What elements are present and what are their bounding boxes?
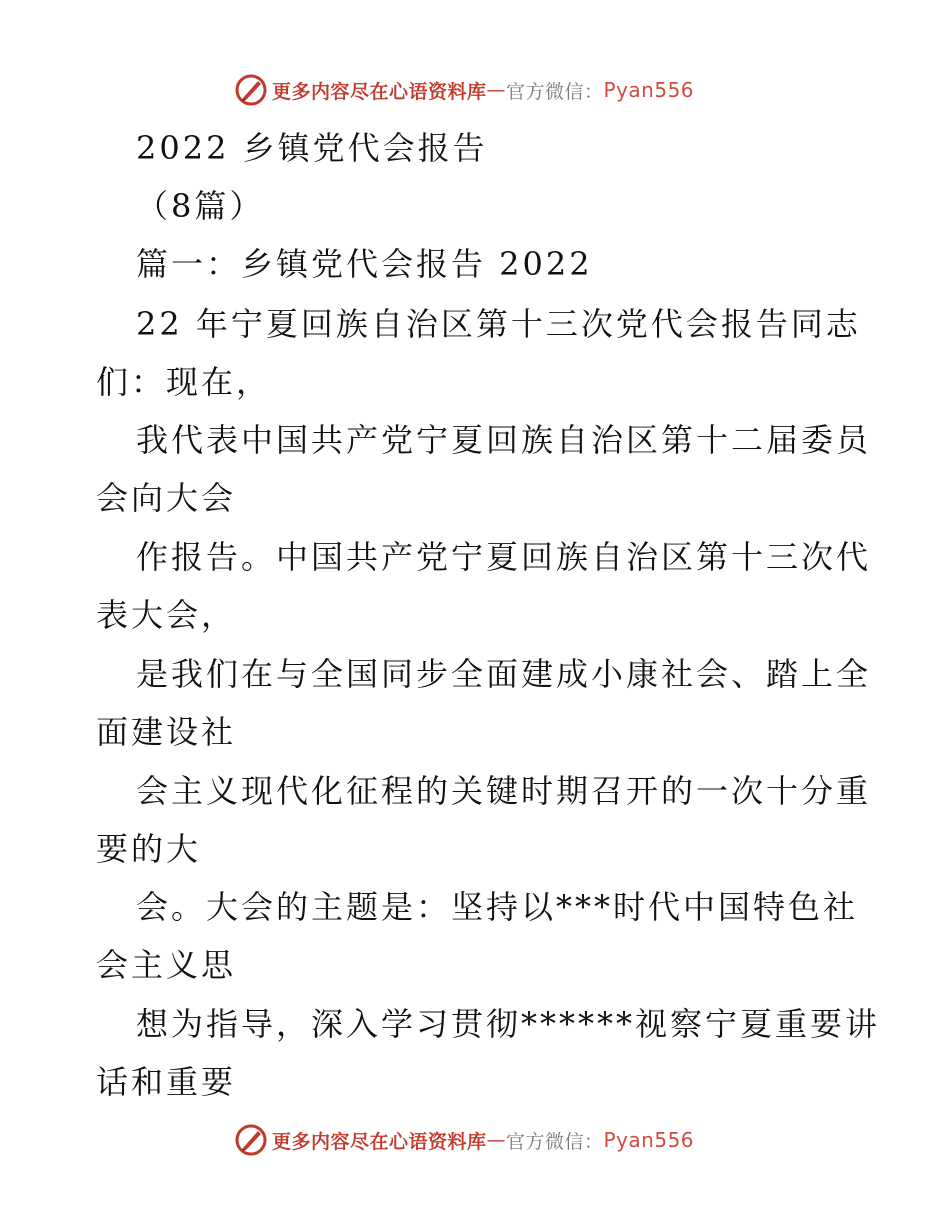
body-line: 会主义现代化征程的关键时期召开的一次十分重 [136, 772, 872, 810]
watermark-label: 官方微信： [506, 1130, 604, 1153]
document-subtitle: （8篇） [136, 187, 265, 225]
body-line: 表大会， [96, 596, 237, 634]
watermark-id: Pyan556 [603, 1128, 695, 1152]
body-line: 要的大 [96, 830, 202, 868]
quill-logo-icon [234, 73, 268, 107]
section-heading: 篇一：乡镇党代会报告 2022 [136, 245, 593, 283]
quill-logo-icon [234, 1123, 268, 1157]
body-line: 会。大会的主题是：坚持以***时代中国特色社 [136, 888, 859, 926]
body-line: 想为指导，深入学习贯彻******视察宁夏重要讲 [136, 1005, 881, 1043]
watermark-main-text: 更多内容尽在心语资料库 [272, 1130, 487, 1153]
watermark-id: Pyan556 [603, 78, 695, 102]
body-line: 面建设社 [96, 713, 237, 751]
footer-watermark [234, 1122, 694, 1158]
body-line: 会主义思 [96, 946, 237, 984]
body-line: 是我们在与全国同步全面建成小康社会、踏上全 [136, 655, 872, 693]
body-line: 我代表中国共产党宁夏回族自治区第十二届委员 [136, 421, 872, 459]
body-line: 作报告。中国共产党宁夏回族自治区第十三次代 [136, 538, 872, 576]
header-watermark [234, 72, 694, 108]
body-line: 们：现在， [96, 363, 272, 401]
watermark-dash: — [486, 79, 507, 101]
body-line: 话和重要 [96, 1063, 237, 1101]
document-title: 2022 乡镇党代会报告 [136, 129, 488, 167]
body-line: 22 年宁夏回族自治区第十三次党代会报告同志 [136, 305, 861, 343]
watermark-label: 官方微信： [506, 80, 604, 103]
watermark-main-text: 更多内容尽在心语资料库 [272, 80, 487, 103]
body-line: 会向大会 [96, 479, 237, 517]
watermark-dash: — [486, 1129, 507, 1151]
